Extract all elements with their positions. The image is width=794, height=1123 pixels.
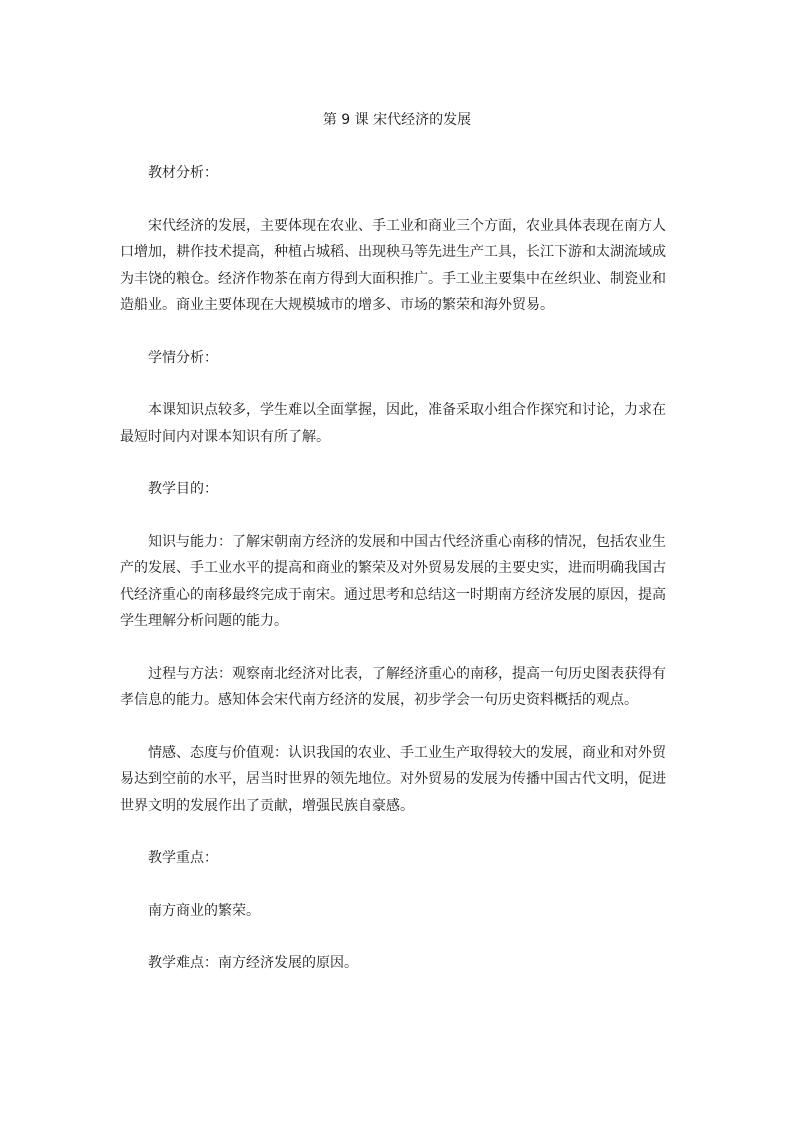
paragraph-process-method: 过程与方法：观察南北经济对比表，了解经济重心的南移，提高一句历史图表获得有孝信息的能力。感知体会宋代南方经济的发展，初步学会一句历史资料概括的观点。 bbox=[120, 665, 666, 708]
section-heading-textbook-analysis: 教材分析： bbox=[148, 165, 218, 181]
section-heading-teaching-focus: 教学重点： bbox=[148, 850, 218, 866]
paragraph-emotion-values: 情感、态度与价值观：认识我国的农业、手工业生产取得较大的发展，商业和对外贸易达到空前的水平，居当时世界的领先地位。对外贸易的发展为传播中国古代文明，促进世界文明的发展作出了贡献，增强民族自豪感。 bbox=[120, 744, 666, 814]
paragraph-teaching-focus: 南方商业的繁荣。 bbox=[148, 902, 260, 919]
paragraph-textbook-analysis: 宋代经济的发展，主要体现在农业、手工业和商业三个方面，农业具体表现在南方人口增加，耕作技术提高，种植占城稻、出现秧马等先进生产工具，长江下游和太湖流域成为丰饶的粮仓。经济作物茶在南方得到大面积推广。手工业主要集中在丝织业、制瓷业和造船业。商业主要体现在大规模城市的增多、市场的繁荣和海外贸易。 bbox=[120, 217, 666, 313]
section-heading-teaching-objectives: 教学目的： bbox=[148, 481, 218, 497]
paragraph-teaching-difficulty: 教学难点：南方经济发展的原因。 bbox=[148, 955, 358, 971]
section-heading-learner-analysis: 学情分析： bbox=[148, 349, 218, 366]
paragraph-knowledge-ability: 知识与能力：了解宋朝南方经济的发展和中国古代经济重心南移的情况，包括农业生产的发展、手工业水平的提高和商业的繁荣及对外贸易发展的主要史实，进而明确我国古代经济重心的南移最终完成于南宋。通过思考和总结这一时期南方经济发展的原因，提高学生理解分析问题的能力。 bbox=[120, 533, 666, 629]
paragraph-learner-analysis: 本课知识点较多，学生难以全面掌握，因此，准备采取小组合作探究和讨论，力求在最短时间内对课本知识有所了解。 bbox=[120, 402, 666, 445]
lesson-title: 第 9 课 宋代经济的发展 bbox=[322, 112, 472, 128]
document-body bbox=[120, 160, 675, 1003]
